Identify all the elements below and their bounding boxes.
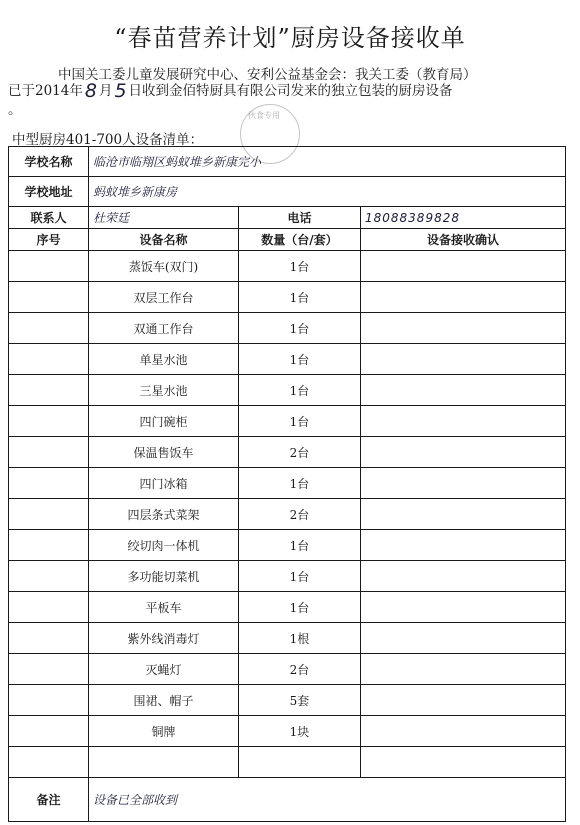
stamp-text: 伙食专用 [248, 111, 280, 120]
contact-value: 杜荣廷 [89, 207, 239, 229]
handwritten-month: 8 [84, 80, 97, 102]
row-seq-cell [9, 375, 89, 406]
row-equipment-name: 单星水池 [89, 344, 239, 375]
row-confirm-cell [361, 344, 566, 375]
intro-month-text: 月 [98, 83, 113, 99]
row-confirm-cell [361, 499, 566, 530]
row-seq-cell [9, 592, 89, 623]
row-seq-cell [9, 716, 89, 747]
intro-day-text: 日收到金佰特厨具有限公司发来的独立包装的厨房设备 [128, 83, 453, 99]
row-equipment-name: 四门冰箱 [89, 468, 239, 499]
row-equipment-name: 铜牌 [89, 716, 239, 747]
table-row [9, 375, 566, 406]
row-confirm-cell [361, 716, 566, 747]
table-row [9, 592, 566, 623]
row-quantity: 1块 [239, 716, 361, 747]
table-row [9, 685, 566, 716]
blank-cell [89, 747, 239, 778]
row-confirm-cell [361, 530, 566, 561]
row-confirm-cell [361, 251, 566, 282]
school-address-value: 蚂蚁堆乡新康房 [89, 177, 566, 207]
row-confirm-cell [361, 406, 566, 437]
row-equipment-name: 四门碗柜 [89, 406, 239, 437]
row-quantity: 1台 [239, 313, 361, 344]
row-quantity: 5套 [239, 685, 361, 716]
row-confirm-cell [361, 654, 566, 685]
row-equipment-name: 紫外线消毒灯 [89, 623, 239, 654]
row-confirm-cell [361, 592, 566, 623]
school-address-label: 学校地址 [9, 177, 89, 207]
row-quantity: 1台 [239, 468, 361, 499]
row-seq-cell [9, 561, 89, 592]
contact-row [9, 207, 566, 229]
row-quantity: 1台 [239, 251, 361, 282]
intro-year-text: 已于2014年 [8, 83, 83, 99]
header-seq: 序号 [9, 229, 89, 251]
header-equipment-name: 设备名称 [89, 229, 239, 251]
row-seq-cell [9, 654, 89, 685]
row-seq-cell [9, 344, 89, 375]
list-title: 中型厨房401-700人设备清单： [12, 132, 204, 148]
row-equipment-name: 双层工作台 [89, 282, 239, 313]
row-seq-cell [9, 437, 89, 468]
row-seq-cell [9, 685, 89, 716]
row-equipment-name: 绞切肉一体机 [89, 530, 239, 561]
table-row [9, 437, 566, 468]
blank-cell [9, 747, 89, 778]
row-equipment-name: 蒸饭车(双门) [89, 251, 239, 282]
handwritten-day: 5 [114, 80, 127, 102]
intro-line-1: 中国关工委儿童发展研究中心、安利公益基金会：我关工委（教育局） [58, 67, 477, 83]
row-equipment-name: 双通工作台 [89, 313, 239, 344]
table-row [9, 406, 566, 437]
contact-label: 联系人 [9, 207, 89, 229]
document-title: “春苗营养计划”厨房设备接收单 [114, 24, 466, 52]
row-quantity: 2台 [239, 437, 361, 468]
remark-row [9, 778, 566, 822]
blank-cell [361, 747, 566, 778]
row-quantity: 1台 [239, 282, 361, 313]
table-row-blank [9, 747, 566, 778]
row-confirm-cell [361, 685, 566, 716]
row-confirm-cell [361, 282, 566, 313]
table-row [9, 499, 566, 530]
row-seq-cell [9, 313, 89, 344]
row-equipment-name: 灭蝇灯 [89, 654, 239, 685]
row-seq-cell [9, 623, 89, 654]
row-quantity: 1台 [239, 592, 361, 623]
table-row [9, 344, 566, 375]
table-row [9, 530, 566, 561]
table-row [9, 251, 566, 282]
intro-line-3: 。 [8, 102, 22, 118]
blank-cell [239, 747, 361, 778]
row-equipment-name: 保温售饭车 [89, 437, 239, 468]
row-equipment-name: 四层条式菜架 [89, 499, 239, 530]
row-equipment-name: 平板车 [89, 592, 239, 623]
row-seq-cell [9, 251, 89, 282]
row-confirm-cell [361, 375, 566, 406]
row-equipment-name: 围裙、帽子 [89, 685, 239, 716]
equipment-table [8, 146, 566, 822]
row-seq-cell [9, 406, 89, 437]
row-quantity: 1台 [239, 530, 361, 561]
header-quantity: 数量（台/套） [239, 229, 361, 251]
school-name-value: 临沧市临翔区蚂蚁堆乡新康完小 [89, 147, 566, 177]
school-address-row [9, 177, 566, 207]
header-confirm: 设备接收确认 [361, 229, 566, 251]
table-row [9, 313, 566, 344]
row-seq-cell [9, 499, 89, 530]
phone-value: 18088389828 [361, 207, 566, 229]
row-confirm-cell [361, 313, 566, 344]
table-row [9, 623, 566, 654]
school-name-label: 学校名称 [9, 147, 89, 177]
row-confirm-cell [361, 623, 566, 654]
phone-label: 电话 [239, 207, 361, 229]
row-quantity: 1台 [239, 375, 361, 406]
table-row [9, 654, 566, 685]
table-row [9, 561, 566, 592]
row-seq-cell [9, 282, 89, 313]
remark-label: 备注 [9, 778, 89, 822]
row-seq-cell [9, 468, 89, 499]
row-quantity: 2台 [239, 654, 361, 685]
table-row [9, 716, 566, 747]
row-equipment-name: 多功能切菜机 [89, 561, 239, 592]
school-name-row [9, 147, 566, 177]
row-seq-cell [9, 530, 89, 561]
remark-value: 设备已全部收到 [89, 778, 566, 822]
row-equipment-name: 三星水池 [89, 375, 239, 406]
row-quantity: 1根 [239, 623, 361, 654]
table-row [9, 468, 566, 499]
row-quantity: 1台 [239, 406, 361, 437]
table-row [9, 282, 566, 313]
row-quantity: 1台 [239, 561, 361, 592]
row-confirm-cell [361, 437, 566, 468]
row-quantity: 2台 [239, 499, 361, 530]
row-confirm-cell [361, 561, 566, 592]
row-quantity: 1台 [239, 344, 361, 375]
table-header-row [9, 229, 566, 251]
row-confirm-cell [361, 468, 566, 499]
